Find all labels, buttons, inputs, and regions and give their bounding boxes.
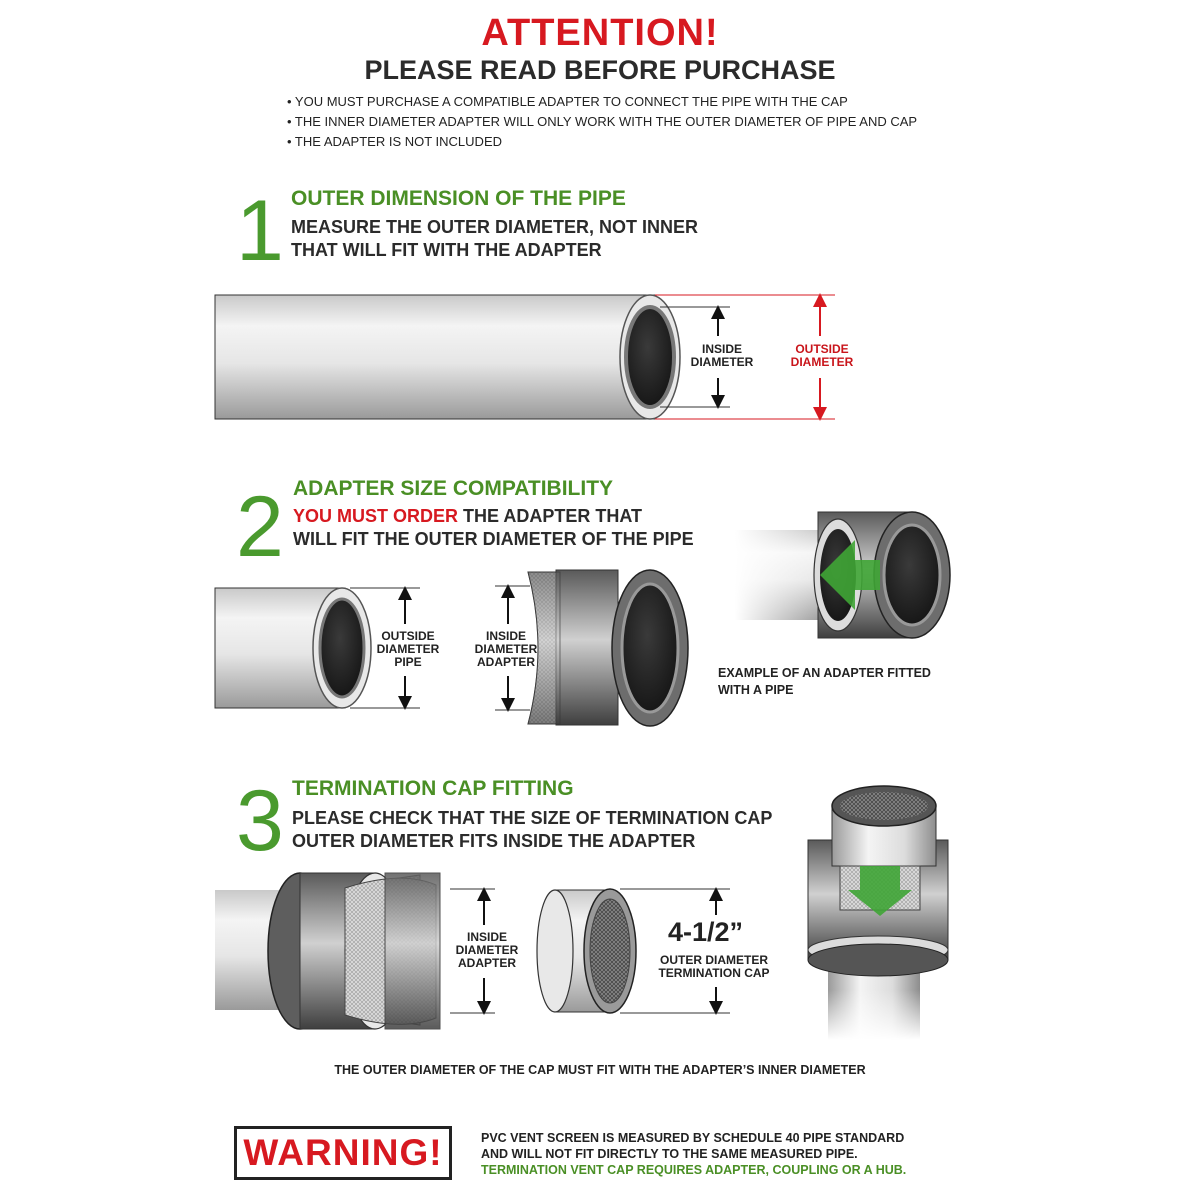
label-line: ADAPTER [457, 956, 516, 970]
notice-bullet: • THE ADAPTER IS NOT INCLUDED [287, 134, 503, 149]
warning-text [481, 1130, 906, 1178]
section2-desc-line [293, 505, 694, 528]
label-line: DIAMETER [376, 642, 440, 656]
inside-diameter-adapter-label [465, 630, 547, 669]
section1-desc-line: MEASURE THE OUTER DIAMETER, NOT INNER [291, 217, 699, 237]
label-line: DIAMETER [474, 642, 538, 656]
section1-title: OUTER DIMENSION OF THE PIPE [291, 187, 626, 210]
caption-line: EXAMPLE OF AN ADAPTER FITTED [718, 666, 931, 680]
attention-heading: ATTENTION! [481, 12, 719, 54]
cap-size-value: 4-1/2” [668, 917, 744, 947]
section3-description [292, 807, 772, 853]
section2-example-illustration [735, 512, 950, 638]
section1-description [291, 216, 698, 262]
notice-bullet: • YOU MUST PURCHASE A COMPATIBLE ADAPTER TO CONNECT THE PIPE WITH THE CAP [287, 94, 848, 109]
label-line: INSIDE [701, 342, 742, 356]
caption-line: WITH A PIPE [718, 683, 794, 697]
label-line: OUTSIDE [795, 342, 849, 356]
section3-cap-illustration [537, 889, 730, 1013]
section3-desc-line: OUTER DIAMETER FITS INSIDE THE ADAPTER [292, 831, 696, 851]
section2-title: ADAPTER SIZE COMPATIBILITY [293, 477, 614, 500]
read-before-purchase-heading: PLEASE READ BEFORE PURCHASE [364, 55, 836, 85]
section2-desc-rest: THE ADAPTER THAT [458, 506, 643, 526]
step-number-2: 2 [236, 479, 284, 575]
section3-assembly-illustration [808, 786, 948, 1040]
warning-badge: WARNING! [234, 1126, 452, 1180]
notice-bullet: • THE INNER DIAMETER ADAPTER WILL ONLY WORK WITH THE OUTER DIAMETER OF PIPE AND CAP [287, 114, 918, 129]
outside-diameter-label [780, 343, 864, 369]
cap-outer-diameter-label [652, 954, 776, 980]
notice-bullet-list [287, 92, 917, 152]
outside-diameter-pipe-label [367, 630, 449, 669]
label-line: TERMINATION CAP [658, 966, 770, 980]
label-line: INSIDE [485, 629, 526, 643]
warning-line-emphasis: TERMINATION VENT CAP REQUIRES ADAPTER, COUPLING OR A HUB. [481, 1163, 907, 1177]
cap-fit-note: THE OUTER DIAMETER OF THE CAP MUST FIT WITH THE ADAPTER’S INNER DIAMETER [334, 1063, 866, 1077]
section1-desc-line: THAT WILL FIT WITH THE ADAPTER [291, 240, 602, 260]
step-number-3: 3 [236, 773, 284, 869]
label-line: DIAMETER [690, 355, 754, 369]
section2-desc-line: WILL FIT THE OUTER DIAMETER OF THE PIPE [293, 529, 694, 549]
label-line: ADAPTER [476, 655, 535, 669]
label-line: PIPE [394, 655, 422, 669]
step-number-1: 1 [236, 183, 284, 279]
section3-desc-line: PLEASE CHECK THAT THE SIZE OF TERMINATION CAP [292, 808, 773, 828]
inside-diameter-adapter-label-3 [447, 931, 527, 970]
section2-description [293, 505, 694, 551]
label-line: DIAMETER [455, 943, 519, 957]
label-line: OUTER DIAMETER [660, 953, 768, 967]
inside-diameter-label [680, 343, 764, 369]
warning-line: AND WILL NOT FIT DIRECTLY TO THE SAME MEASURED PIPE. [481, 1147, 858, 1161]
warning-line: PVC VENT SCREEN IS MEASURED BY SCHEDULE 40 PIPE STANDARD [481, 1131, 905, 1145]
adapter-example-caption [718, 665, 931, 699]
label-line: OUTSIDE [381, 629, 435, 643]
section3-title: TERMINATION CAP FITTING [292, 777, 574, 800]
label-line: INSIDE [466, 930, 507, 944]
label-line: DIAMETER [790, 355, 854, 369]
must-order-emphasis: YOU MUST ORDER [293, 506, 459, 526]
